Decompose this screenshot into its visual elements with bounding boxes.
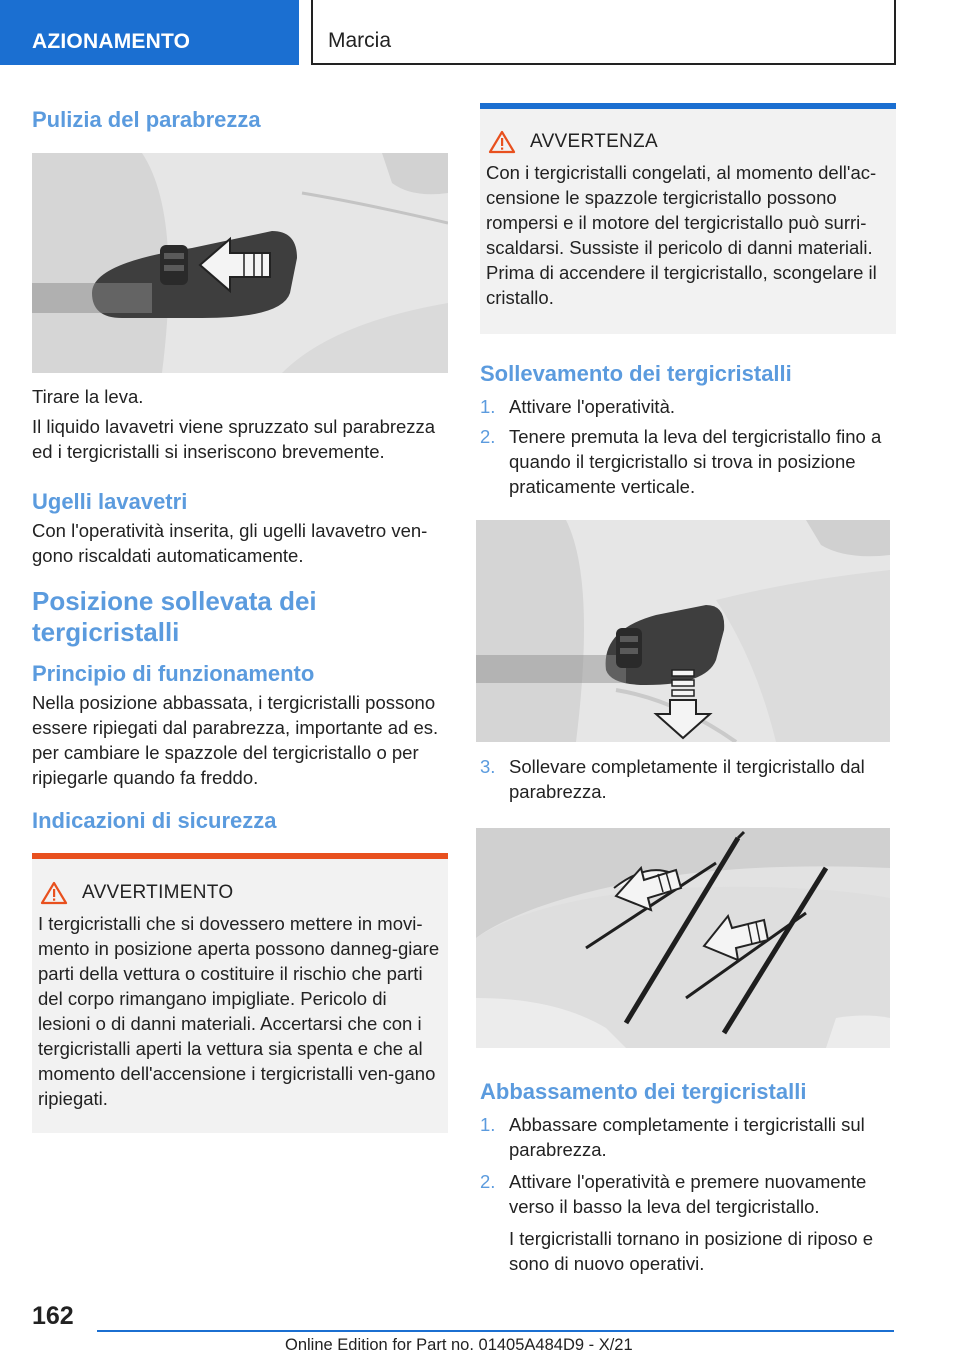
chapter-title: Marcia	[328, 29, 392, 52]
heading-ugelli: Ugelli lavavetri	[32, 489, 188, 514]
lever-push-illustration	[476, 520, 890, 742]
footer-divider	[97, 1330, 894, 1332]
notice-title: AVVERTENZA	[530, 131, 658, 152]
notice-title-row	[480, 109, 896, 154]
list-item: 2. Tenere premuta la leva del tergicristallo fino a quando il tergicristallo si trova in posizione praticamente verticale.	[480, 426, 882, 497]
left-column	[32, 100, 448, 1133]
footer-edition: Online Edition for Part no. 01405A484D9 - X/21	[285, 1336, 633, 1354]
list-item: 3. Sollevare completamente il tergicristallo dal parabrezza.	[480, 756, 865, 802]
right-column	[480, 100, 896, 1276]
figure-wiper-lever-push	[476, 520, 890, 742]
heading-pulizia: Pulizia del parabrezza	[32, 107, 261, 132]
steps-up-list-b	[480, 754, 896, 804]
text-liquido: Il liquido lavavetri viene spruzzato sul parabrezza ed i tergicristalli si inseriscono brevemente.	[32, 416, 436, 462]
heading-abbassamento: Abbassamento dei tergicristalli	[480, 1079, 807, 1104]
section-tab	[0, 0, 299, 65]
lever-pull-illustration	[32, 153, 448, 373]
notice-text: Con i tergicristalli congelati, al momento dell'ac‐censione le spazzole tergicristallo possono rompersi e il motore del tergicristallo può surri‐scaldarsi. Sussiste il pericolo di danni materiali. Prima di accendere il tergicristallo, scongelare il cristallo.	[486, 162, 877, 308]
list-item: 2. Attivare l'operatività e premere nuovamente verso il basso la leva del tergicristallo.	[480, 1171, 867, 1217]
chapter-header	[311, 0, 896, 65]
page-number: 162	[32, 1302, 74, 1330]
text-principio: Nella posizione abbassata, i tergicristalli possono essere ripiegati dal parabrezza, importante ad es. per cambiare le spazzole del tergicristallo o per ripiegarle quando fa freddo.	[32, 692, 439, 788]
heading-sollevamento: Sollevamento dei tergicristalli	[480, 361, 792, 386]
notice-box	[480, 103, 896, 334]
heading-principio: Principio di funzionamento	[32, 661, 315, 686]
section-title: AZIONAMENTO	[32, 30, 191, 53]
warning-title: AVVERTIMENTO	[82, 882, 234, 903]
wiper-raise-illustration	[476, 828, 890, 1048]
heading-sicurezza: Indicazioni di sicurezza	[32, 808, 277, 833]
figure-wiper-lever-pull	[32, 153, 448, 373]
warning-triangle-icon	[40, 881, 68, 905]
warning-text: I tergicristalli che si dovessero mettere in movi‐mento in posizione aperta possono danneg‐giare parti della vettura o costituire il rischio che parti del corpo rimangano impigliate. Pericolo di lesioni o di danni materiali. Accertarsi che con i tergicristalli aperti la vettura sia spenta e che al momento dell'accensione i tergicristalli ven‐gano ripiegati.	[38, 913, 440, 1109]
warning-triangle-icon	[488, 130, 516, 154]
text-tirare: Tirare la leva.	[32, 386, 144, 407]
steps-down-list	[480, 1112, 896, 1219]
steps-up-list-a	[480, 394, 896, 499]
text-step-note: I tergicristalli tornano in posizione di riposo e sono di nuovo operativi.	[509, 1228, 874, 1274]
figure-wiper-raise	[476, 828, 890, 1048]
heading-posizione: Posizione sollevata dei tergicristalli	[32, 586, 317, 647]
text-ugelli: Con l'operatività inserita, gli ugelli lavavetro ven‐gono riscaldati automaticamente.	[32, 520, 428, 566]
warning-title-row	[32, 859, 448, 905]
warning-box	[32, 853, 448, 1133]
list-item: 1. Abbassare completamente i tergicristalli sul parabrezza.	[480, 1114, 865, 1160]
list-item: 1. Attivare l'operatività.	[480, 396, 675, 417]
